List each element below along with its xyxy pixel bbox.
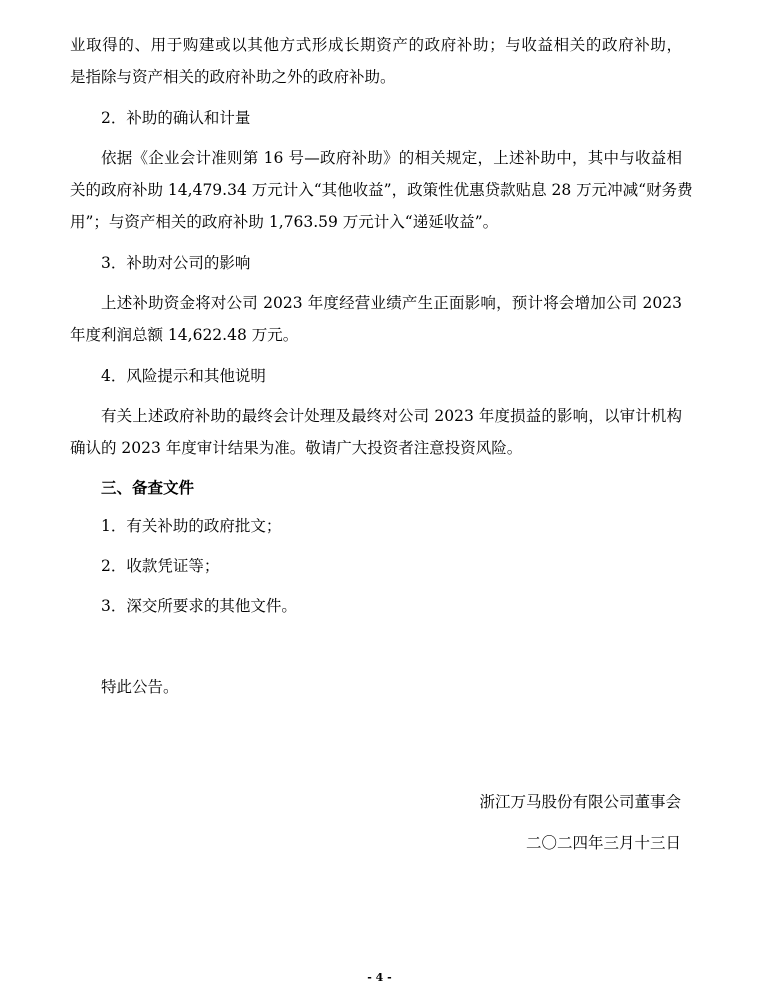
section-heading: 三、备查文件 <box>101 478 195 497</box>
paragraph-line: 确认的 2023 年度审计结果为准。敬请广大投资者注意投资风险。 <box>70 439 523 457</box>
page-number: - 4 - <box>367 971 392 984</box>
list-item: 2．收款凭证等； <box>101 557 220 575</box>
closing-text: 特此公告。 <box>101 678 179 696</box>
paragraph-line: 有关上述政府补助的最终会计处理及最终对公司 2023 年度损益的影响，以审计机构 <box>101 407 682 425</box>
paragraph-line: 是指除与资产相关的政府补助之外的政府补助。 <box>70 68 396 86</box>
paragraph-line: 用”；与资产相关的政府补助 1,763.59 万元计入“递延收益”。 <box>70 213 499 231</box>
paragraph-line: 关的政府补助 14,479.34 万元计入“其他收益”，政策性优惠贷款贴息 28 万元冲减“财务费 <box>70 181 693 199</box>
paragraph-line: 依据《企业会计准则第 16 号—政府补助》的相关规定，上述补助中，其中与收益相 <box>101 149 682 167</box>
paragraph-line: 上述补助资金将对公司 2023 年度经营业绩产生正面影响，预计将会增加公司 2023 <box>101 294 682 312</box>
list-item: 3．深交所要求的其他文件。 <box>101 597 297 615</box>
item-heading: 2．补助的确认和计量 <box>101 109 251 127</box>
paragraph-line: 年度利润总额 14,622.48 万元。 <box>70 326 299 344</box>
list-item: 1．有关补助的政府批文； <box>101 517 282 535</box>
signature-organization: 浙江万马股份有限公司董事会 <box>479 793 681 811</box>
item-heading: 3．补助对公司的影响 <box>101 254 251 272</box>
item-heading: 4．风险提示和其他说明 <box>101 367 266 385</box>
paragraph-line: 业取得的、用于购建或以其他方式形成长期资产的政府补助；与收益相关的政府补助， <box>70 36 682 54</box>
signature-date: 二〇二四年三月十三日 <box>525 834 681 852</box>
